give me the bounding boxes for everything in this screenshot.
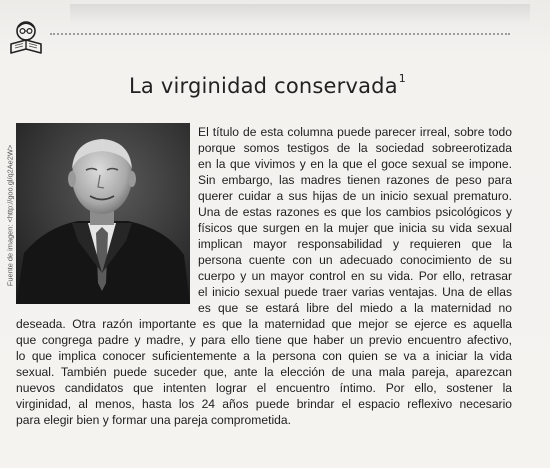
body-line: para elegir bien y formar una pareja comprometida. [16, 413, 291, 427]
scan-smudge [70, 4, 530, 24]
body-line: lo que implica conocer suficientemente a la persona con quien se va a iniciar la vida [16, 349, 512, 363]
body-line: deseada. Otra razón importante es que la maternidad que mejor se ejerce es aquella [16, 317, 512, 331]
body-line: Una de estas razones es que los cambios psicológicos y [198, 205, 512, 219]
photo-credit [5, 126, 15, 306]
body-line: en la que vivimos y en la que el goce sexual se impone. [198, 157, 512, 171]
author-portrait-graphic [16, 123, 190, 304]
author-portrait [16, 123, 190, 304]
body-line: Sin embargo, las madres tienen razones de peso para [198, 173, 512, 187]
body-line: el inicio sexual puede traer varias ventajas. Una de ellas [198, 285, 512, 299]
body-line: implican mayor responsabilidad y requieren que la [198, 237, 512, 251]
body-line: es que se estará libre del miedo a la maternidad no [198, 301, 512, 315]
body-line: cuerpo y un mayor control en su vida. Por ello, retrasar [198, 269, 512, 283]
body-line: porque somos testigos de la sociedad sobreerotizada [198, 141, 512, 155]
body-line: El título de esta columna puede parecer irreal, sobre todo [198, 125, 512, 139]
reader-with-book-icon-graphic [7, 18, 45, 56]
title-footnote-mark: 1 [398, 72, 406, 85]
photo-credit-text: Fuente de imagen: <http://goo.gl/q2Ae2W> [5, 144, 15, 287]
body-line: querer cuidar a sus hijas de un inicio sexual prematuro. [198, 189, 512, 203]
body-line: persona cuente con un adecuado conocimiento de su [198, 253, 512, 267]
article-title [129, 74, 406, 98]
body-line: sexual. También puede suceder que, ante la elección de una mala pareja, aparezcan [16, 365, 512, 379]
body-line: virginidad, al menos, hasta los 24 años puede brindar el espacio reflexivo necesario [16, 397, 512, 411]
reader-with-book-icon [7, 18, 45, 56]
body-line: que congrega padre y madre, y para ello tiene que haber un previo encuentro afectivo, [16, 333, 512, 347]
article-title-text: La virginidad conservada [129, 74, 398, 98]
body-line: físicos que surgen en la mujer que inicia su vida sexual [198, 221, 512, 235]
body-line: nuevos candidatos que intenten lograr el encuentro íntimo. Por ello, sostener la [16, 381, 512, 395]
header-rule [50, 33, 510, 35]
